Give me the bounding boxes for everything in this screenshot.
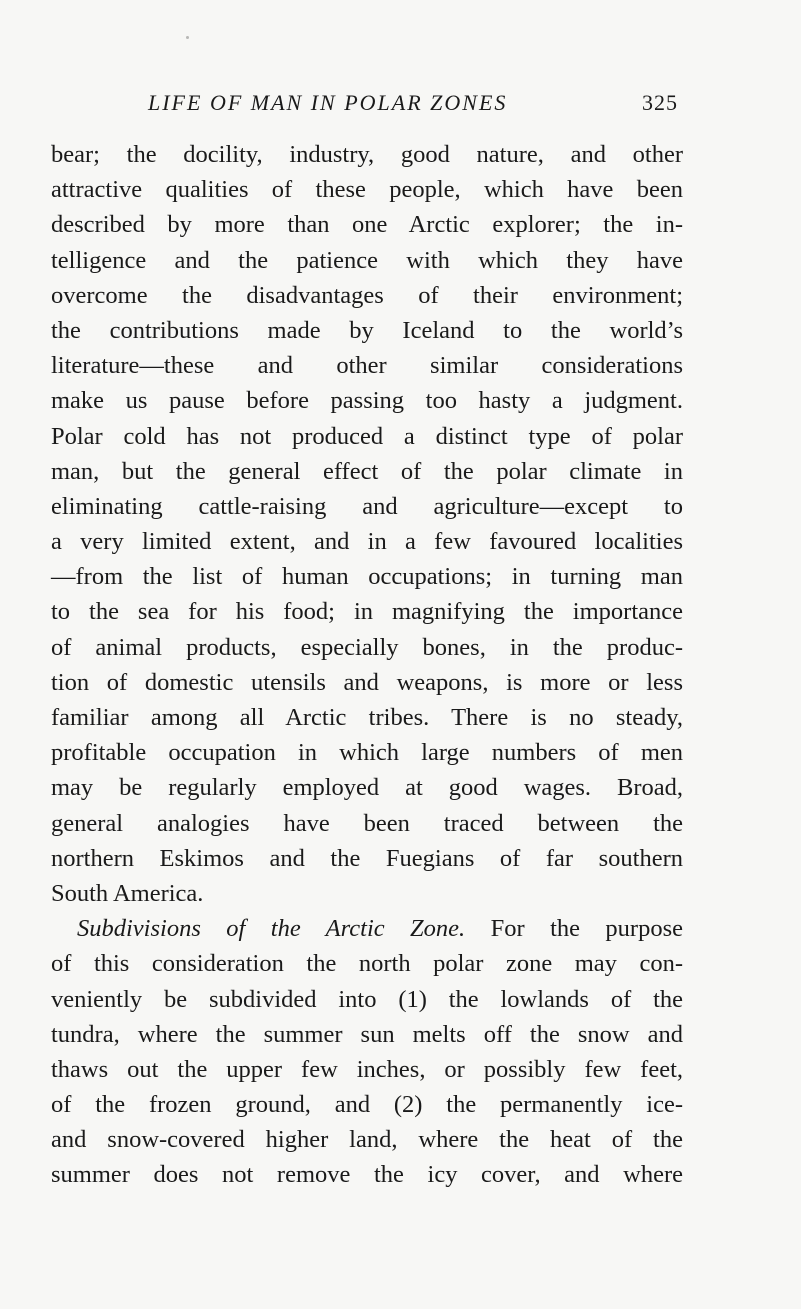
text-line: to the sea for his food; in magnifying the importance — [51, 598, 683, 626]
text-line: a very limited extent, and in a few favoured localities — [51, 528, 683, 556]
text-line: make us pause before passing too hasty a judgment. — [51, 387, 683, 415]
text-line: veniently be subdivided into (1) the lowlands of the — [51, 985, 683, 1013]
section-heading: Subdivisions of the Arctic Zone. — [77, 915, 466, 943]
text-line: the contributions made by Iceland to the world’s — [51, 316, 683, 344]
text-line: bear; the docility, industry, good nature, and other — [51, 141, 683, 168]
text-line: literature—these and other similar considerations — [51, 352, 683, 380]
text-line: summer does not remove the icy cover, and where — [51, 1161, 683, 1189]
section-first-line-text: For the purpose — [490, 915, 683, 943]
text-line: eliminating cattle-raising and agriculture—except to — [51, 492, 683, 520]
text-line: of animal products, especially bones, in the produc- — [51, 633, 683, 661]
page-header — [148, 90, 678, 124]
text-line: familiar among all Arctic tribes. There is no steady, — [51, 704, 683, 731]
text-line: —from the list of human occupations; in turning man — [51, 563, 683, 591]
text-line: Polar cold has not produced a distinct type of polar — [51, 422, 683, 450]
text-line: may be regularly employed at good wages. Broad, — [51, 774, 683, 802]
text-line: profitable occupation in which large numbers of men — [51, 739, 683, 767]
text-line: man, but the general effect of the polar climate in — [51, 457, 683, 485]
text-line: overcome the disadvantages of their environment; — [51, 281, 683, 309]
page-number: 325 — [642, 90, 678, 115]
body-text — [51, 137, 683, 1193]
text-line: telligence and the patience with which they have — [51, 246, 683, 274]
text-line: attractive qualities of these people, which have been — [51, 176, 683, 204]
text-line: tundra, where the summer sun melts off the snow and — [51, 1020, 683, 1048]
text-line: described by more than one Arctic explorer; the in- — [51, 211, 683, 239]
running-title: LIFE OF MAN IN POLAR ZONES — [148, 90, 508, 115]
text-line: thaws out the upper few inches, or possibly few feet, — [51, 1055, 683, 1083]
paper-speck — [186, 36, 189, 39]
text-line: of the frozen ground, and (2) the permanently ice- — [51, 1091, 683, 1119]
text-line: of this consideration the north polar zone may con- — [51, 950, 683, 978]
paragraph-end-line: South America. — [51, 879, 204, 907]
text-line: general analogies have been traced between the — [51, 809, 683, 837]
section-first-line — [51, 911, 683, 946]
text-line: tion of domestic utensils and weapons, is more or less — [51, 668, 683, 696]
text-line: and snow-covered higher land, where the heat of the — [51, 1126, 683, 1154]
text-line: northern Eskimos and the Fuegians of far southern — [51, 844, 683, 872]
